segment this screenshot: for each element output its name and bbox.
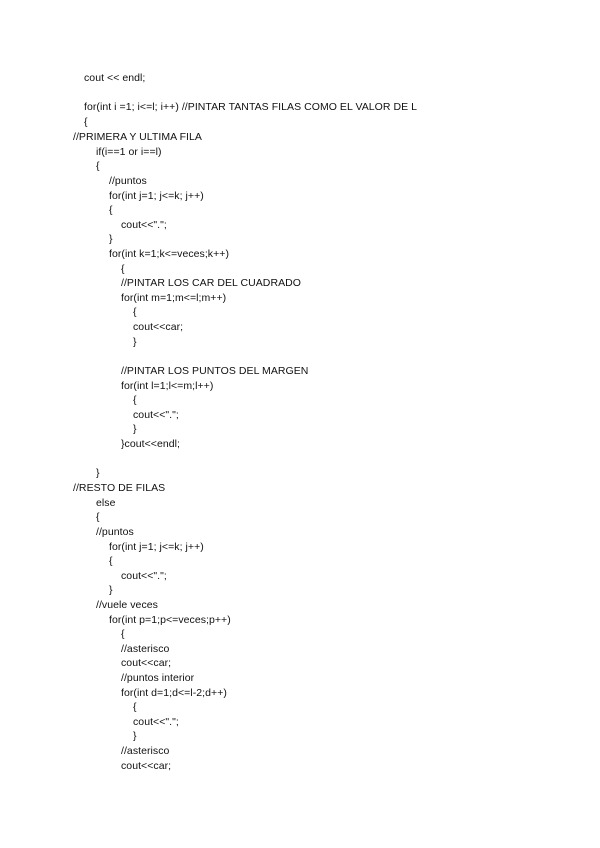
code-line: }cout<<endl; bbox=[121, 438, 180, 450]
code-line: { bbox=[133, 701, 137, 713]
code-comment: //asterisco bbox=[121, 643, 170, 655]
code-line: cout<<"."; bbox=[133, 409, 179, 421]
code-line: if(i==1 or i==l) bbox=[96, 146, 162, 158]
code-comment: //PRIMERA Y ULTIMA FILA bbox=[73, 131, 202, 143]
code-line: for(int p=1;p<=veces;p++) bbox=[109, 614, 231, 626]
code-line: cout<<car; bbox=[133, 321, 184, 333]
code-line: for(int i =1; i<=l; i++) //PINTAR TANTAS FILAS COMO EL VALOR DE L bbox=[84, 101, 418, 113]
code-comment: //puntos bbox=[109, 175, 147, 187]
code-line: { bbox=[109, 555, 113, 567]
code-comment: //puntos interior bbox=[121, 672, 195, 684]
code-line: cout<<car; bbox=[121, 657, 172, 669]
code-line: } bbox=[109, 233, 113, 245]
code-line: for(int k=1;k<=veces;k++) bbox=[109, 248, 230, 260]
code-line: else bbox=[96, 497, 116, 509]
code-comment: //asterisco bbox=[121, 745, 170, 757]
code-line: } bbox=[133, 423, 137, 435]
code-line: } bbox=[133, 730, 137, 742]
code-line: } bbox=[133, 336, 137, 348]
code-line: for(int j=1; j<=k; j++) bbox=[109, 190, 204, 202]
code-line: { bbox=[121, 628, 125, 640]
code-comment: //RESTO DE FILAS bbox=[73, 482, 166, 494]
code-line: for(int l=1;l<=m;l++) bbox=[121, 380, 214, 392]
code-line: { bbox=[133, 394, 137, 406]
code-line: { bbox=[109, 204, 113, 216]
code-line: { bbox=[121, 263, 125, 275]
code-line: cout<<car; bbox=[121, 760, 172, 772]
code-comment: //puntos bbox=[96, 526, 134, 538]
code-line: for(int m=1;m<=l;m++) bbox=[121, 292, 227, 304]
code-line: cout<<"."; bbox=[121, 219, 167, 231]
code-line: { bbox=[96, 160, 100, 172]
code-line: cout<<"."; bbox=[121, 570, 167, 582]
code-line: cout<<"."; bbox=[133, 716, 179, 728]
code-line: cout << endl; bbox=[84, 72, 146, 84]
code-line: { bbox=[96, 511, 100, 523]
code-line: } bbox=[109, 584, 113, 596]
code-line: for(int d=1;d<=l-2;d++) bbox=[121, 687, 227, 699]
code-comment: //vuele veces bbox=[96, 599, 158, 611]
code-line: for(int j=1; j<=k; j++) bbox=[109, 541, 204, 553]
code-line: } bbox=[96, 467, 100, 479]
code-comment: //PINTAR LOS CAR DEL CUADRADO bbox=[121, 277, 301, 289]
code-line: { bbox=[133, 306, 137, 318]
code-comment: //PINTAR LOS PUNTOS DEL MARGEN bbox=[121, 365, 309, 377]
code-line: { bbox=[84, 116, 88, 128]
